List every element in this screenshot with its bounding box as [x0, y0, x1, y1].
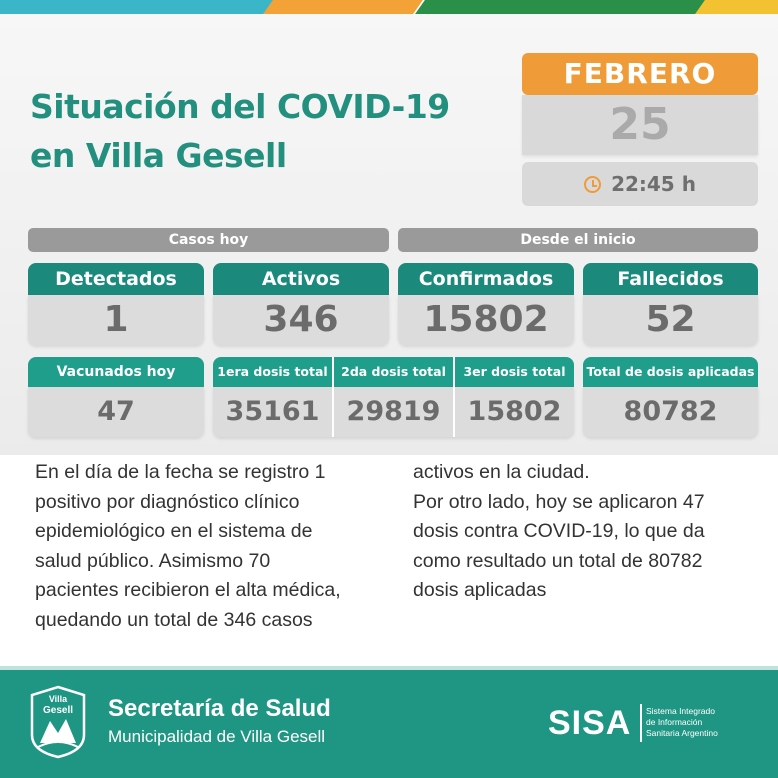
card-activos-value: 346: [213, 295, 389, 345]
footer-divider: [0, 666, 778, 670]
total-doses-label: Total de dosis aplicadas: [583, 357, 758, 387]
card-confirmados-label: Confirmados: [398, 263, 574, 295]
dose-3-value: 15802: [467, 396, 562, 427]
dose-1-value: 35161: [213, 387, 334, 437]
body-text-right: activos en la ciudad. Por otro lado, hoy se aplicaron 47 dosis contra COVID-19, lo que da como resultado un total de 80782 dosis aplicadas: [413, 461, 705, 601]
dose-2-value: 29819: [334, 387, 455, 437]
sisa-logo: SISA: [548, 704, 632, 742]
card-confirmados-value: 15802: [398, 295, 574, 345]
sisa-description: Sistema Integrado de Información Sanitaria Argentino: [646, 706, 718, 738]
villa-gesell-logo: [28, 685, 88, 759]
doses-header: [213, 357, 574, 387]
doses-values: [213, 387, 574, 437]
svg-text:Gesell: Gesell: [42, 705, 74, 716]
date-day: 25: [522, 95, 758, 155]
dose-1-label: 1era dosis total: [213, 357, 334, 387]
sisa-separator: [640, 704, 642, 742]
body-text-left: En el día de la fecha se registro 1 positivo por diagnóstico clínico epidemiológico en el sistema de salud público. Asimismo 70 pacientes recibieron el alta médica, quedando un total de 346 casos: [35, 461, 341, 631]
footer-title: Secretaría de Salud: [108, 695, 331, 722]
clock-icon: [584, 176, 601, 193]
card-detectados-label: Detectados: [28, 263, 204, 295]
section-since-start: Desde el inicio: [398, 228, 758, 252]
section-today: Casos hoy: [28, 228, 389, 252]
card-fallecidos-value: 52: [583, 295, 758, 345]
vaccinated-today-value: 47: [28, 387, 204, 437]
top-color-strip: [0, 0, 778, 14]
card-activos-label: Activos: [213, 263, 389, 295]
vaccinated-today-label: Vacunados hoy: [28, 357, 204, 387]
date-month: FEBRERO: [522, 53, 758, 95]
card-fallecidos-label: Fallecidos: [583, 263, 758, 295]
svg-text:Villa: Villa: [48, 694, 68, 704]
page-title: Situación del COVID-19 en Villa Gesell: [30, 87, 450, 175]
footer-subtitle: Municipalidad de Villa Gesell: [108, 727, 326, 746]
dose-3-label: 3er dosis total: [463, 364, 566, 379]
date-time: 22:45 h: [522, 162, 758, 206]
dose-2-label: 2da dosis total: [334, 357, 455, 387]
total-doses-value: 80782: [583, 387, 758, 437]
card-detectados-value: 1: [28, 295, 204, 345]
